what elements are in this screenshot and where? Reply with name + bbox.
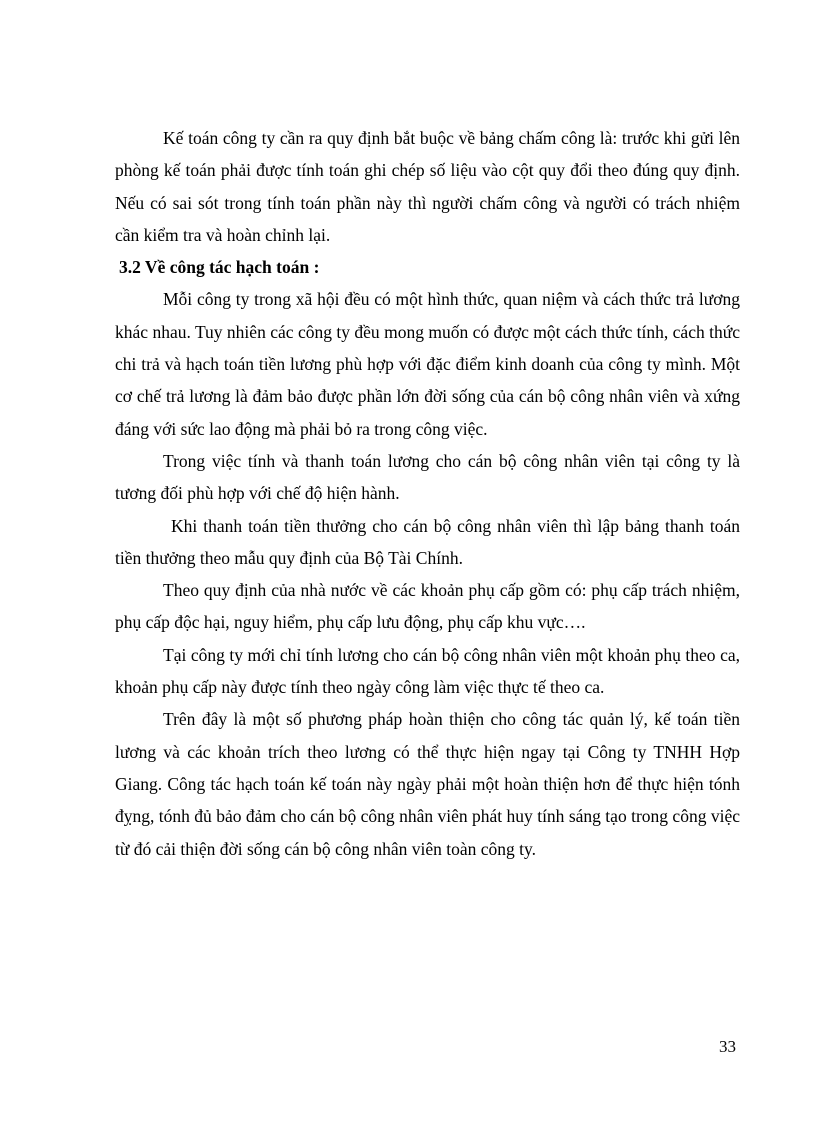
paragraph-timesheet-rule: Kế toán công ty cần ra quy định bắt buộc về bảng chấm công là: trước khi gửi lên phòng kế toán phải được tính toán ghi chép số liệu vào cột quy đổi theo đúng quy định. Nếu có sai sót trong tính toán phần này thì người chấm công và người có trách nhiệm cần kiểm tra và hoàn chỉnh lại. bbox=[115, 128, 740, 245]
paragraph-salary-calculation: Trong việc tính và thanh toán lương cho cán bộ công nhân viên tại công ty là tương đối phù hợp với chế độ hiện hành. bbox=[115, 450, 740, 504]
page-number: 33 bbox=[719, 1037, 736, 1056]
document-body bbox=[115, 122, 740, 865]
paragraph-conclusion: Trên đây là một số phương pháp hoàn thiện cho công tác quản lý, kế toán tiền lương và các khoản trích theo lương có thể thực hiện ngay tại Công ty TNHH Hợp Giang. Công tác hạch toán kế toán này ngày phải một hoàn thiện hơn để thực hiện tónh đỵng, tónh đủ bảo đảm cho cán bộ công nhân viên phát huy tính sáng tạo trong công việc từ đó cải thiện đời sống cán bộ công nhân viên toàn công ty. bbox=[115, 709, 740, 859]
section-heading: 3.2 Về công tác hạch toán : bbox=[119, 257, 320, 278]
paragraph-allowances: Theo quy định của nhà nước về các khoản phụ cấp gồm có: phụ cấp trách nhiệm, phụ cấp độc hại, nguy hiểm, phụ cấp lưu động, phụ cấp khu vực…. bbox=[115, 580, 740, 633]
paragraph-shift-allowance: Tại công ty mới chỉ tính lương cho cán bộ công nhân viên một khoản phụ theo ca, khoản phụ cấp này được tính theo ngày công làm việc thực tế theo ca. bbox=[115, 644, 740, 698]
paragraph-bonus-payment: Khi thanh toán tiền thưởng cho cán bộ công nhân viên thì lập bảng thanh toán tiền thưởng theo mẫu quy định của Bộ Tài Chính. bbox=[115, 515, 740, 568]
paragraph-salary-methods: Mỗi công ty trong xã hội đều có một hình thức, quan niệm và cách thức trả lương khác nhau. Tuy nhiên các công ty đều mong muốn có được một cách thức tính, cách thức chi trả và hạch toán tiền lương phù hợp với đặc điểm kinh doanh của công ty mình. Một cơ chế trả lương là đảm bảo được phần lớn đời sống của cán bộ công nhân viên và xứng đáng với sức lao động mà phải bỏ ra trong công việc. bbox=[115, 289, 740, 439]
